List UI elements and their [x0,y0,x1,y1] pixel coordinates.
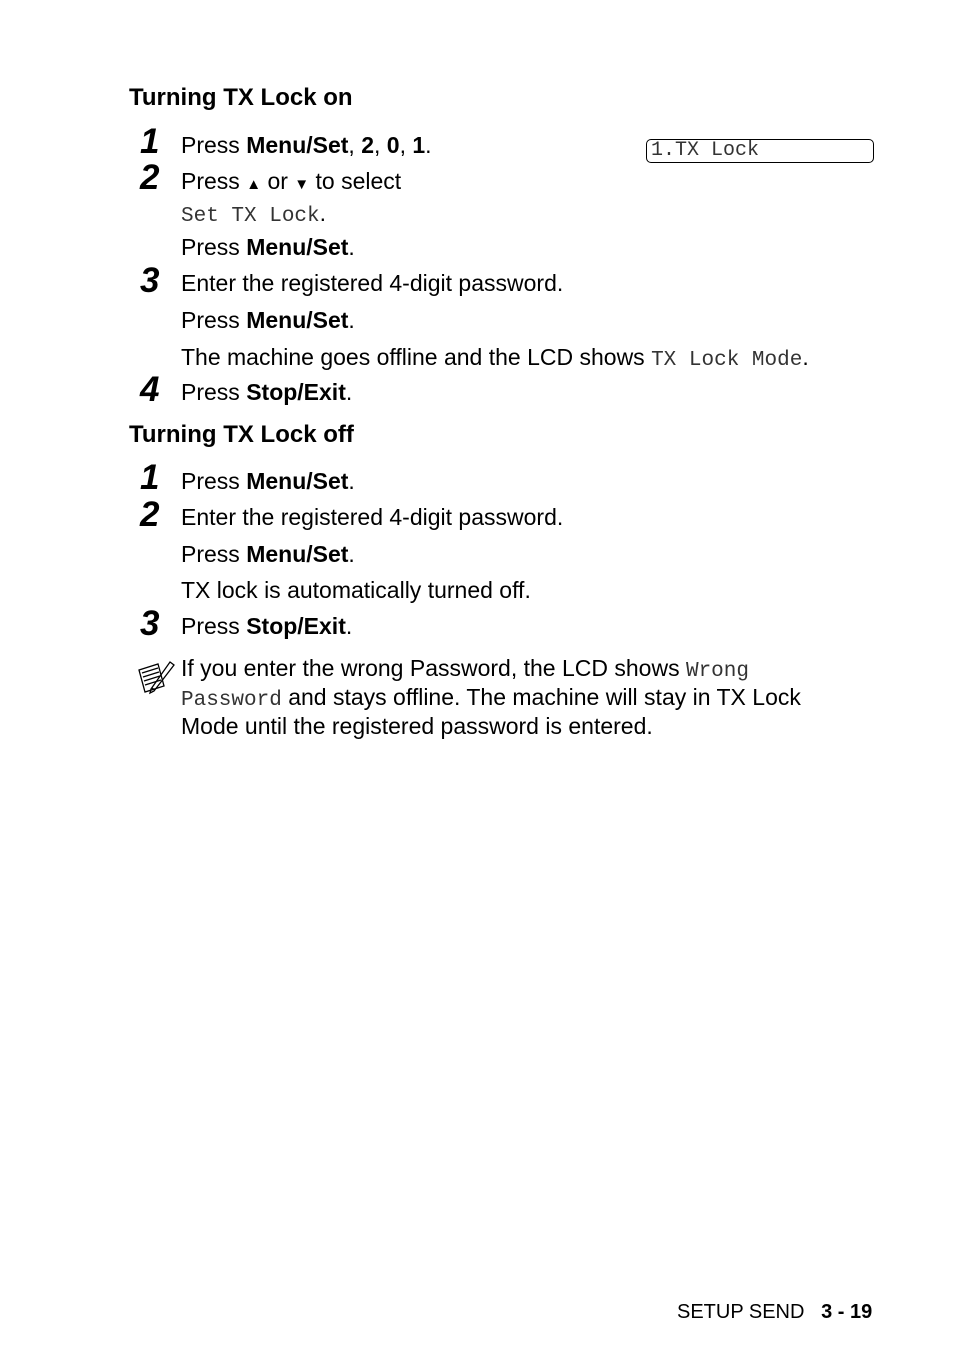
step-line: Press ▲ or ▼ to select [181,168,402,194]
step-number: 3 [140,261,160,300]
note-text: Mode until the registered password is entered. [181,713,653,739]
down-arrow-icon: ▼ [294,176,310,193]
section-heading-tx-lock-on: Turning TX Lock on [129,84,353,111]
step-number: 1 [140,122,160,161]
key-label: 0 [386,132,400,158]
step-line: Press Stop/Exit. [181,379,353,405]
lcd-inline-text: Set TX Lock [181,205,320,228]
key-label: 2 [361,132,374,158]
lcd-text: 1.TX Lock [651,139,760,162]
key-label: 1 [412,132,426,158]
step-line: Enter the registered 4-digit password. [181,270,564,296]
page-number: 3 - 19 [821,1301,873,1323]
lcd-display [646,139,874,163]
key-label: Menu/Set [246,541,349,567]
step-line: The machine goes offline and the LCD shows TX Lock Mode. [181,344,809,372]
step-line: Enter the registered 4-digit password. [181,504,564,530]
up-arrow-icon: ▲ [246,176,262,193]
key-label: Stop/Exit [246,379,346,405]
step-line: Press Menu/Set, 2, 0, 1. [181,132,432,158]
page-footer [677,1301,872,1324]
lcd-inline-text: Password [181,689,282,712]
step-line: Press Menu/Set. [181,307,355,333]
step-line: Press Menu/Set. [181,468,355,494]
step-number: 1 [140,458,160,497]
step-number: 4 [140,370,160,409]
key-label: Menu/Set [246,307,349,333]
section-heading-tx-lock-off: Turning TX Lock off [129,421,354,448]
lcd-inline-text: TX Lock Mode [651,349,803,372]
step-number: 2 [140,158,160,197]
key-label: Stop/Exit [246,613,346,639]
step-line: Press Stop/Exit. [181,613,353,639]
step-number: 3 [140,604,160,643]
note-text: Password and stays offline. The machine will stay in TX Lock [181,684,801,712]
step-line: TX lock is automatically turned off. [181,577,531,603]
footer-section: SETUP SEND [677,1301,805,1323]
step-line: Set TX Lock. [181,200,327,228]
step-number: 2 [140,495,160,534]
key-label: Menu/Set [246,468,349,494]
note-pencil-icon [136,658,176,700]
step-line: Press Menu/Set. [181,234,355,260]
lcd-inline-text: Wrong [685,660,749,683]
key-label: Menu/Set [246,132,349,158]
step-line: Press Menu/Set. [181,541,355,567]
key-label: Menu/Set [246,234,349,260]
note-text: If you enter the wrong Password, the LCD shows Wrong [181,655,749,683]
